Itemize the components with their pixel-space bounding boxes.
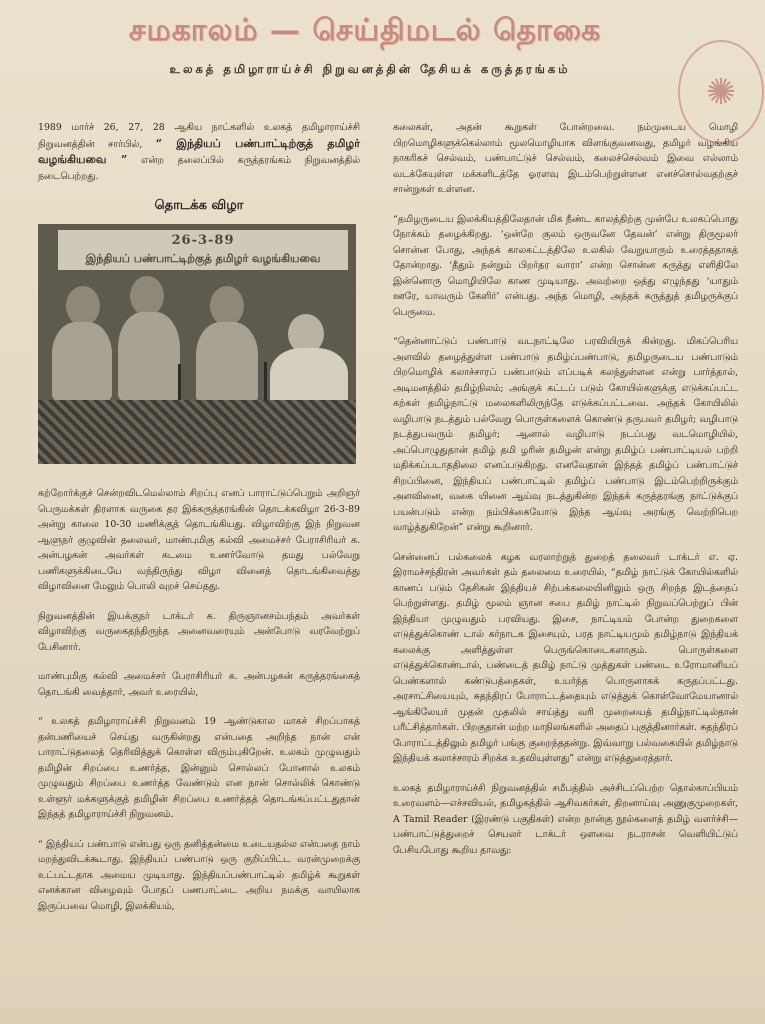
intro-tail: என்ற தலைப்பில் கருத்தரங்கம் நிறுவனத்தில் நடைபெற்றது. — [38, 155, 360, 182]
opening-heading: தொடக்க விழா — [154, 198, 244, 213]
article-paragraph: “தமிழருடைய இலக்கியத்திலேதான் மிக நீண்ட காலத்திற்கு முன்பே உலகப்பொது நோக்கம் தழைக்கிறது. ‘ஒன்றே குலம் ஒருவனே தேவன்’ என்று திருமூலர் சொன்ன போது, அந்தக் காலகட்டத்திலே உலகில் வேறுயாரும் உரைத்ததாகத் தோன்றாது. ‘தீதும் நன்றும் பிறர்தர வாரா’ என்ற சொன்ன கருத்து எளிதிலே இன்னொரு மொழியிலே காண முடியாது. அவற்றை ஒத்து எழுந்தது ‘யாதும் ஊரே, யாவரும் கேளிர்’ என்பது. அந்த மொழி, அந்தக் கருத்துத் தமிழருக்குப் பெருமை. — [393, 213, 738, 318]
photo-person-1 — [66, 286, 100, 326]
page-bottom-edge — [0, 1008, 765, 1024]
masthead-subtitle: உலகத் தமிழாராய்ச்சி நிறுவனத்தின் தேசியக் கருத்தரங்கம் — [169, 62, 571, 76]
photo-banner-date: 26-3-89 — [171, 233, 235, 248]
photo-table-cloth — [38, 400, 356, 464]
article-paragraph: கற்றோர்க்குச் சென்றவிடமெல்லாம் சிறப்பு எனப் பாராட்டுப்பெறும் அறிஞர் பெருமக்கள் திரளாக வருகை தர இக்கருத்தரங்கின் தொடக்கவிழா 26-3-89 அன்று காலை 10-30 மணிக்குத் தொடங்கியது. விழாவிற்கு இந் நிறுவன ஆளுநர் குழுவின் தலைவர், மாண்புமிகு கல்வி அமைச்சர் பேராசிரியர் க. அன்பழகன் அவர்கள் கடமை உணர்வோடு தமது பல்வேறு பணிகளுக்கிடையே வந்திருந்து விழா வினைத் தொடங்கிவைத்து விழாவினை மேலும் பொலி வுறச் செய்தது. — [38, 488, 360, 592]
intro-dates: 1989 மார்ச் 26, 27, 28 ஆகிய நாட்களில் உலகத் தமிழாராய்ச்சி நிறுவனத்தின் சார்பில், — [38, 122, 360, 150]
photo-banner — [58, 230, 348, 270]
photo-person-1-body — [52, 322, 112, 402]
photo-person-2-body — [118, 312, 180, 402]
photo-microphone-2 — [264, 362, 267, 402]
intro-lead-title: “ இந்தியப் பண்பாட்டிற்குத் தமிழர் வழங்கியவை ” — [38, 136, 360, 166]
institute-seal-icon: ✺ — [678, 40, 764, 144]
photo-banner-theme: இந்தியப் பண்பாட்டிற்குத் தமிழர் வழங்கியவை — [85, 252, 321, 265]
article-paragraph: “ உலகத் தமிழாராய்ச்சி நிறுவனம் 19 ஆண்டுகால மாகச் சிறப்பாகத் தன்பணியைச் செய்து வருகின்றது என்பதை அறிந்த நான் என் பாராட்டுதலைத் தெரிவித்துக் கொள்ள விரும்புகிறேன். உலகம் முழுவதும் தமிழின் சிறப்பை உணர்த்த, இன்னும் சொல்லப் போனால் உலகம் முழுவதும் சிறப்பை உணர்த்த வேண்டும் என நான் சொல்லிக் கொண்டு உள்ளூர் மக்களுக்குத் தமிழின் சிறப்பை உணர்த்தத் தொடங்கப்பட்டதுதான் இந்தத் தமிழாராய்ச்சி நிறுவனம். — [38, 716, 360, 820]
article-paragraph: கலைகள், அதன் கூறுகள் போன்றவை. நம்முடைய மொழி பிறமொழிகளுக்கெல்லாம் மூலமொழியாக விளங்குவனவது, தமிழர் வழங்கிய நாகரிகச் செல்வம், பண்பாட்டுச் செல்வம், கலைச்செல்வம் இவை எல்லாம் வடக்கேயுள்ள மக்களிடத்தே ஓரளவு இடம்பெற்றுள்ளன எனச்சொல்வதற்குச் சான்றுகள் உள்ளன. — [393, 122, 738, 195]
photo-person-3 — [210, 286, 244, 326]
article-paragraph: நிறுவனத்தின் இயக்குநர் டாக்டர் சு. திருஞானசம்பந்தம் அவர்கள் விழாவிற்கு வருகைதந்திருந்த அனைவரையும் அன்போடு வரவேற்றுப் பேசினார். — [38, 610, 360, 653]
intro-paragraph — [38, 120, 360, 184]
photo-person-2 — [130, 276, 164, 316]
event-photo — [38, 224, 356, 464]
article-paragraph: உலகத் தமிழாராய்ச்சி நிறுவனத்தில் சமீபத்தில் அச்சிடப்பெற்ற தொல்காப்பியம் உரைவளம்—எச்சவியல், தமிழகத்தில் ஆசிவகர்கள், திறனாய்வு அணுகுமுறைகள், A Tamil Reader (இரண்டு பகுதிகள்) என்ற நான்கு நூல்களைத் தமிழ் வளர்ச்சி—பண்பாட்டுத்துறைச் செயலர் டாக்டர் ஔவை நடராசன் வெளியிட்டுப் பேசியபோது கூறிய தாவது: — [393, 782, 738, 856]
photo-microphone-1 — [178, 364, 181, 404]
photo-person-3-body — [196, 322, 258, 404]
left-column — [38, 120, 360, 1010]
article-paragraph: மாண்புமிகு கல்வி அமைச்சர் பேராசிரியர் க. அன்பழகன் கருத்தரங்கைத் தொடங்கி வைத்தார், அவர் உரையில், — [38, 671, 360, 698]
masthead-title: சமகாலம் — செய்திமடல் தொகை — [128, 12, 602, 48]
right-column — [393, 120, 738, 1010]
article-paragraph: “தென்னாட்டுப் பண்பாடு வடநாட்டிலே பரவியிருக் கின்றது. மிகப்பெரிய அளவில் தழைத்துள்ள பண்பாடு தமிழ்ப்பண்பாடு, தமிழருடைய பண்பாடும் பிறமொழிக் கலாச்சாரப் பண்பாடும் எப்படிக் கலந்துள்ளன என்று பார்த்தால், அடிமனத்தில் தமிழ்நிலம்; அங்குக் கட்டப் படும் கோயில்களுக்கு எடுக்கப்பட்ட கற்கள் தமிழ்நாட்டு மலைகளிலிருந்தே எடுக்கப்பட்டவை. அந்தக் கோயிலில் வழிபாடு நடத்தும் பல்வேறு பொருள்களைக் கொண்டு தருபவர் தமிழர்; வழிபாடு நடத்துபவரும் தமிழர்; ஆனால் வழிபாடு நடப்பது வடமொழியில், அப்பொழுதுதான் தமிழ் தமி ழரின் தமிழன் என்று தமிழ்ப் பண்பாட்டியல் பற்றி மதிக்கப்படாததிலை எனப்படுகிறது. எனவேதான் இந்தத் தமிழ்ப் பண்பாட்டுச் சிறப்பினை, இந்தியப் பண்பாட்டில் தமிழ்ப் பண்பாடு இடம்பெற்றிருக்கும் அளவினை, வகை யினை ஆய்வு நடத்துகின்ற இந்தக் கருத்தரங்கு நாட்டுக்குப் பயன்படும் என்ற நம்பிக்கையோடு இந்த ஆய்வு அரங்கு வெற்றிபெற வாழ்த்துகிறேன்” என்று கூறினார். — [393, 336, 738, 533]
article-paragraph: சென்னைப் பல்கலைக் கழக வரலாற்றுத் துறைத் தலைவர் டாக்டர் எ. ஏ. இராமச்சந்திரன் அவர்கள் தம் தலைமை உரையில், “தமிழ் நாட்டுக் கோயில்களில் காணப் படும் தேசிகன் இந்தியச் சிற்பக்கலையினிலும் ஒரு சிறந்த இடத்தைப் பெற்றுள்ளது. தமிழ் மூலம் ஞான சபை தமிழ் நாட்டில் நிறுவப்பெற்றுப் பின் இந்தியா முழுவதும் பரவியது. இசை, நாட்டியம் போன்ற துறைகளை எடுத்துக்கொண் டால் கர்நாடக இசையும், பரத நாட்டியமும் தமிழ்நாடு இந்தியக் கலைக்கு அளித்துள்ள பெருங்கொடைகளாகும். பொருள்களை எடுத்துக்கொண்டால், பண்டைத் தமிழ் நாட்டு முத்துகள் பண்டை உரோமானியப் பெண்களால் கண்டுபத்தைகள், உயர்ந்த பொருளாகக் கருதப்பட்டது. அரசாட்சியையும், சுதந்திரப் போராட்டத்தையும் எடுத்துக் கொள்வோமேயானால் ஆங்கிலேயர் முதன் முதலில் சாய்த்து வரி முறையைத் தமிழ்நாட்டில்தான் பரீட்சித்தார்கள். பிறகுதான் மற்ற மாநிலங்களில் அதைப் புகுத்தினார்கள். சுதந்திரப் போராட்டத்திலும் தமிழர் பங்கு குறைந்ததன்று. இவ்வாறு பல்வகையில் தமிழ்நாடு இந்தியக் கலாச்சாரம் சிறக்க உதவியுள்ளது” என்று எடுத்துரைத்தார். — [393, 551, 738, 764]
article-paragraph: “ இந்தியப் பண்பாடு என்பது ஒரு தனித்தன்மை உடையதல்ல என்பதை நாம் மறந்துவிடக்கூடாது. இந்தியப் பண்பாடு ஒரு குறிப்பிட்ட வரன்முறைக்கு உட்பட்டதாக அமைய முடியாது. இந்தியப்பண்பாட்டில் தமிழ்க் கூறுகள் எனக்கான விழைவும் போதப் பணபாட்டை அறிய நமக்கு வாயிலாக இருப்பவை மொழி, இலக்கியம், — [38, 838, 360, 912]
